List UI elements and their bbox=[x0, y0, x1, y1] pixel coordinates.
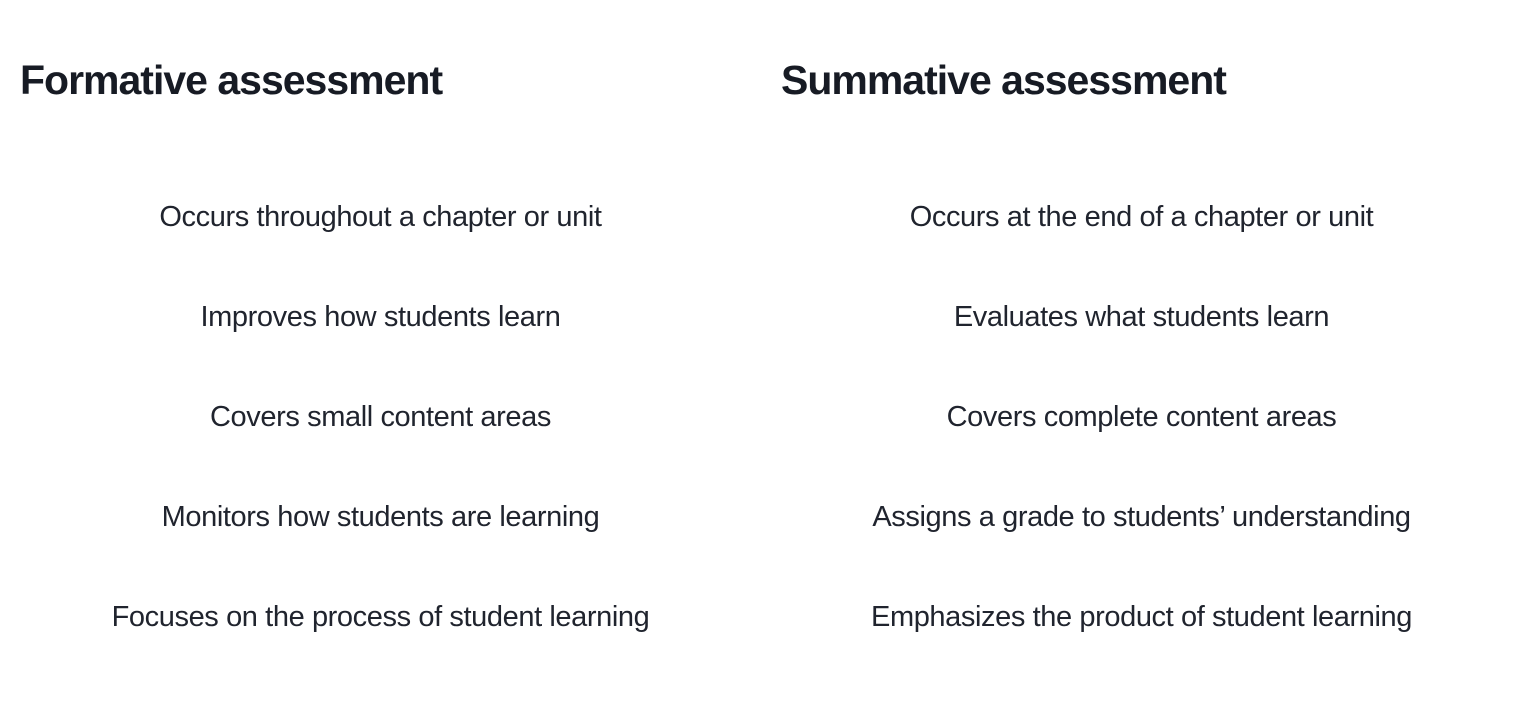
table-row: Covers small content areas bbox=[210, 400, 551, 433]
table-row: Emphasizes the product of student learning bbox=[871, 600, 1412, 633]
summative-rows bbox=[761, 167, 1522, 667]
table-row: Covers complete content areas bbox=[946, 400, 1337, 433]
table-row: Assigns a grade to students’ understanding bbox=[872, 500, 1411, 533]
summative-heading: Summative assessment bbox=[781, 57, 1226, 103]
table-row: Focuses on the process of student learning bbox=[111, 600, 650, 633]
table-row: Improves how students learn bbox=[200, 300, 561, 333]
table-row: Evaluates what students learn bbox=[953, 300, 1330, 333]
table-row: Monitors how students are learning bbox=[161, 500, 600, 533]
table-row: Occurs throughout a chapter or unit bbox=[159, 200, 602, 233]
formative-rows bbox=[0, 167, 761, 667]
formative-heading: Formative assessment bbox=[20, 57, 443, 103]
summative-column bbox=[761, 0, 1522, 704]
table-row: Occurs at the end of a chapter or unit bbox=[909, 200, 1374, 233]
